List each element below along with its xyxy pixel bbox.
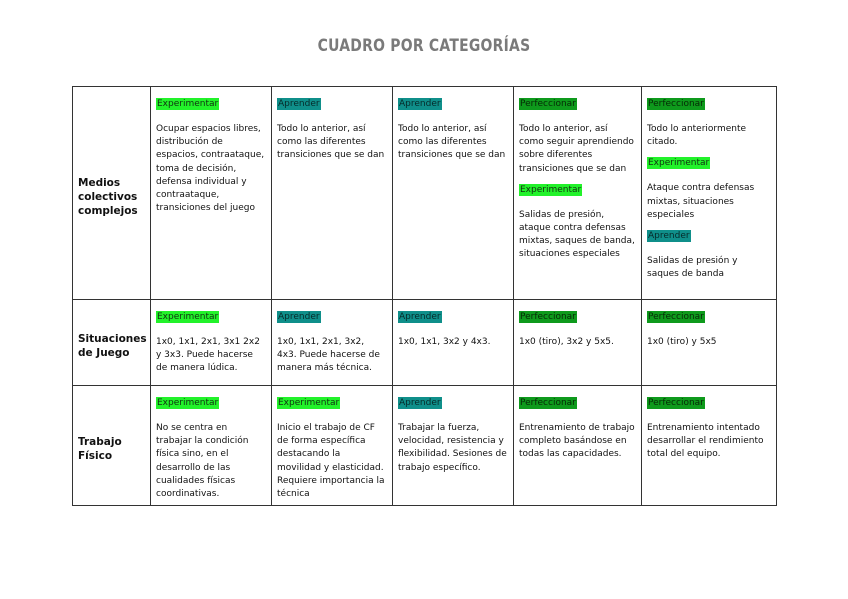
row-label: Trabajo Físico (73, 386, 151, 506)
table-cell (514, 300, 642, 386)
row-label: Medios colectivos complejos (73, 87, 151, 300)
table-cell (642, 386, 777, 506)
table-cell (151, 300, 272, 386)
cell-text: Salidas de presión, ataque contra defensas mixtas, saques de banda, situaciones especiales (519, 209, 635, 260)
category-tag: Aprender (278, 99, 320, 109)
row-label: Situaciones de Juego (73, 300, 151, 386)
table-cell (393, 300, 514, 386)
category-tag: Experimentar (520, 184, 582, 195)
cell-text: Todo lo anterior, así como las diferentes transiciones que se dan (277, 124, 385, 161)
cell-text: Inicio el trabajo de CF de forma específica destacando la movilidad y elasticidad. Requiere importancia la técnica (277, 423, 385, 500)
page-title: CUADRO POR CATEGORÍAS (317, 36, 531, 56)
category-tag: Perfeccionar (520, 398, 576, 408)
cell-text: Todo lo anterior, así como las diferentes transiciones que se dan (398, 124, 506, 161)
cell-text: Salidas de presión y saques de banda (647, 256, 738, 280)
category-tag: Perfeccionar (520, 312, 576, 322)
cell-text: Entrenamiento intentado desarrollar el rendimiento total del equipo. (647, 423, 764, 460)
table-cell (514, 87, 642, 300)
cell-text: Todo lo anteriormente citado. (647, 124, 747, 148)
category-tag: Perfeccionar (648, 398, 704, 408)
table-cell (272, 87, 393, 300)
category-tag: Experimentar (157, 99, 219, 109)
cell-text: Trabajar la fuerza, velocidad, resistencia y flexibilidad. Sesiones de trabajo específico. (398, 423, 507, 473)
cell-text: 1x0, 1x1, 2x1, 3x2, 4x3. Puede hacerse de manera más técnica. (277, 337, 380, 374)
category-tag: Aprender (399, 99, 441, 109)
category-tag: Aprender (399, 312, 441, 322)
cell-text: No se centra en trabajar la condición física sino, en el desarrollo de las cualidades físicas coordinativas. (156, 423, 249, 500)
cell-text: 1x0 (tiro), 3x2 y 5x5. (519, 337, 614, 347)
cell-text: Ocupar espacios libres, distribución de espacios, contraataque, toma de decisión, defensa individual y contraataque, transiciones del juego (156, 124, 265, 214)
table-cell (642, 87, 777, 300)
cell-text: 1x0 (tiro) y 5x5 (647, 337, 717, 347)
category-tag: Aprender (278, 312, 320, 322)
table-cell (151, 386, 272, 506)
category-tag: Experimentar (157, 312, 219, 322)
table-cell (393, 386, 514, 506)
table-row (73, 386, 777, 506)
cell-text: Todo lo anterior, así como seguir aprendiendo sobre diferentes transiciones que se dan (519, 124, 634, 174)
categories-table (72, 86, 777, 506)
table-row (73, 87, 777, 300)
cell-text: 1x0, 1x1, 3x2 y 4x3. (398, 337, 491, 347)
cell-text: 1x0, 1x1, 2x1, 3x1 2x2 y 3x3. Puede hacerse de manera lúdica. (156, 337, 260, 374)
category-tag: Experimentar (278, 398, 340, 408)
category-tag: Perfeccionar (648, 312, 704, 322)
category-tag: Experimentar (648, 158, 710, 169)
table-cell (514, 386, 642, 506)
table-cell (272, 386, 393, 506)
category-tag: Experimentar (157, 398, 219, 408)
category-tag: Perfeccionar (520, 99, 576, 109)
category-tag: Aprender (399, 398, 441, 408)
table-cell (642, 300, 777, 386)
table-cell (272, 300, 393, 386)
category-tag: Perfeccionar (648, 99, 704, 109)
cell-text: Ataque contra defensas mixtas, situaciones especiales (647, 183, 755, 220)
table-cell (151, 87, 272, 300)
cell-text: Entrenamiento de trabajo completo basándose en todas las capacidades. (519, 423, 635, 460)
table-row (73, 300, 777, 386)
table-cell (393, 87, 514, 300)
category-tag: Aprender (648, 231, 690, 242)
